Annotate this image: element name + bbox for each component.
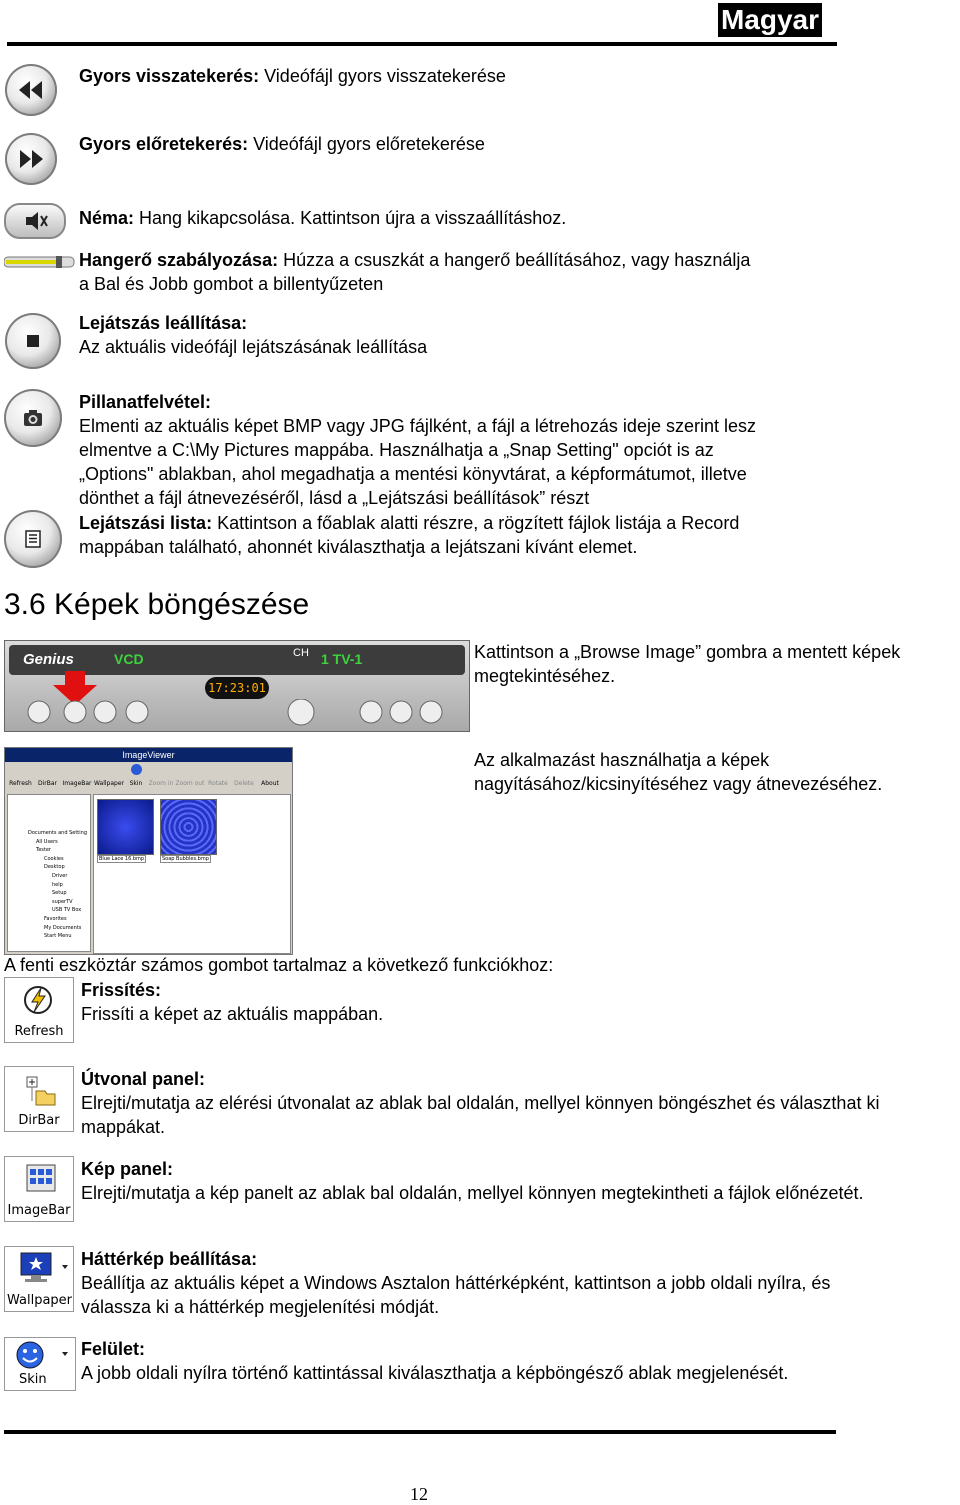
item-title: Lejátszási lista: xyxy=(79,513,213,533)
thumbnail[interactable] xyxy=(97,799,154,855)
tool-line: Beállítja az aktuális képet a Windows Asztalon háttérképként, kattintson a jobb oldali nyílra, és xyxy=(81,1273,831,1293)
tool-label: Skin xyxy=(19,1372,47,1387)
player-mode: VCD xyxy=(114,651,144,667)
language-label: Magyar xyxy=(718,3,822,37)
tree-item[interactable]: Favorites xyxy=(44,915,67,922)
player-button-row xyxy=(23,699,463,732)
tree-item[interactable]: Driver xyxy=(52,872,68,879)
viewer-tool-zoom-in[interactable] xyxy=(147,764,175,794)
viewer-tool-label: Zoom in xyxy=(148,780,174,787)
tool-line: A jobb oldali nyílra történő kattintással kiválaszthatja a képböngésző ablak megjelenését. xyxy=(81,1363,789,1383)
item-title: Lejátszás leállítása: xyxy=(79,313,248,333)
fast-forward-icon xyxy=(5,133,57,185)
stop-icon xyxy=(5,313,61,369)
tool-title: Útvonal panel: xyxy=(81,1069,206,1089)
zoom-line: Az alkalmazást használhatja a képek xyxy=(474,750,770,770)
imageviewer-thumbs xyxy=(93,794,291,954)
tree-item[interactable]: Setup xyxy=(52,890,67,897)
tool-label: ImageBar xyxy=(7,1203,71,1218)
tool-line: Elrejti/mutatja a kép panelt az ablak bal oldalán, mellyel könnyen megtekintheti a fájlok előnézetét. xyxy=(81,1183,864,1203)
viewer-tool-refresh[interactable] xyxy=(7,764,34,794)
imageviewer-toolbar xyxy=(7,764,290,794)
zoom-line: nagyításához/kicsinyítéséhez vagy átnevezéséhez. xyxy=(474,774,883,794)
tool-line: Elrejti/mutatja az elérési útvonalat az ablak bal oldalán, mellyel könnyen böngészhet és választhat ki xyxy=(81,1093,880,1113)
viewer-tool-label: Zoom out xyxy=(175,780,205,787)
item-desc: Videófájl gyors előretekerése xyxy=(248,134,485,154)
tool-dirbar xyxy=(81,1067,879,1139)
viewer-tool-zoom-out[interactable] xyxy=(175,764,205,794)
tool-label: Wallpaper xyxy=(7,1293,73,1308)
section-heading: 3.6 Képek böngészése xyxy=(4,588,310,621)
viewer-tool-label: ImageBar xyxy=(62,780,92,787)
item-rewind xyxy=(79,64,506,88)
item-title: Gyors visszatekerés: xyxy=(79,66,260,86)
item-title: Gyors előretekerés: xyxy=(79,134,249,154)
tool-line: mappákat. xyxy=(81,1117,166,1137)
item-desc: Kattintson a főablak alatti részre, a rögzített fájlok listája a Record xyxy=(212,513,740,533)
item-title: Pillanatfelvétel: xyxy=(79,392,212,412)
imageviewer-dirtree[interactable] xyxy=(7,794,91,952)
viewer-tool-label: Rotate xyxy=(208,780,228,787)
thumbnail[interactable] xyxy=(160,799,217,855)
viewer-tool-about[interactable] xyxy=(257,764,283,794)
viewer-tool-label: Skin xyxy=(129,780,143,787)
viewer-tool-label: Delete xyxy=(234,780,254,787)
zoom-description xyxy=(474,748,882,796)
imageviewer-screenshot xyxy=(4,747,293,955)
viewer-tool-label: About xyxy=(261,780,279,787)
tree-item[interactable]: Documents and Setting xyxy=(28,830,87,836)
tree-item[interactable]: USB TV Box xyxy=(52,907,82,914)
tree-item[interactable]: Desktop xyxy=(44,864,65,871)
player-ch-label: CH xyxy=(293,647,309,659)
item-title: Hangerő szabályozása: xyxy=(79,250,279,270)
tool-title: Háttérkép beállítása: xyxy=(81,1249,258,1269)
tool-label: Refresh xyxy=(14,1024,64,1039)
tool-refresh xyxy=(81,978,383,1026)
viewer-tool-imagebar[interactable] xyxy=(61,764,93,794)
viewer-tool-label: Wallpaper xyxy=(93,780,124,787)
viewer-tool-skin[interactable] xyxy=(125,764,147,794)
item-playlist xyxy=(79,511,739,559)
viewer-tool-rotate[interactable] xyxy=(205,764,231,794)
tool-line: Frissíti a képet az aktuális mappában. xyxy=(81,1004,384,1024)
imagebar-tool-icon xyxy=(4,1156,74,1222)
tool-label: DirBar xyxy=(18,1113,60,1128)
item-fast-forward xyxy=(79,132,485,156)
mute-icon xyxy=(4,203,66,239)
wallpaper-tool-icon xyxy=(4,1246,74,1312)
viewer-tool-delete[interactable] xyxy=(231,764,257,794)
tool-title: Frissítés: xyxy=(81,980,162,1000)
item-line: „Options" ablakban, ahol megadhatja a mentési könyvtárat, a képformátumot, illetve xyxy=(79,464,747,484)
tool-wallpaper xyxy=(81,1247,960,1319)
player-time: 17:23:01 xyxy=(208,681,266,695)
thumbnail-label: Soap Bubbles.bmp xyxy=(162,856,209,862)
tree-item[interactable]: Start Menu xyxy=(44,933,72,940)
item-line: elmentve a C:\My Pictures mappába. Használhatja a „Snap Setting" opciót is az xyxy=(79,440,714,460)
tool-line: válassza ki a háttérkép megjelenítési módját. xyxy=(81,1297,440,1317)
player-channel: 1 TV-1 xyxy=(321,651,363,667)
item-line: Elmenti az aktuális képet BMP vagy JPG fájlként, a fájl a létrehozás ideje szerint lesz xyxy=(79,416,756,436)
skin-tool-icon xyxy=(4,1337,76,1391)
tree-item[interactable]: All Users xyxy=(36,838,58,845)
viewer-tool-dirbar[interactable] xyxy=(34,764,61,794)
item-desc: Az aktuális videófájl lejátszásának leállítása xyxy=(79,337,428,357)
playlist-icon xyxy=(4,510,62,568)
volume-slider-icon xyxy=(4,255,76,269)
browse-line: Kattintson a „Browse Image” gombra a mentett képek xyxy=(474,642,901,662)
tree-item[interactable]: superTV xyxy=(52,898,73,905)
item-desc-2: a Bal és Jobb gombot a billentyűzeten xyxy=(79,274,384,294)
thumbnail-label: Blue Lace 16.bmp xyxy=(99,856,145,862)
item-desc: Videófájl gyors visszatekerése xyxy=(259,66,506,86)
header-rule xyxy=(7,42,837,46)
player-brand: Genius xyxy=(23,651,74,668)
item-desc: Húzza a csuszkát a hangerő beállításához, vagy használja xyxy=(278,250,751,270)
page-number: 12 xyxy=(410,1484,428,1504)
item-line: dönthet a fájl átnevezéséről, lásd a „Lejátszási beállítások” részt xyxy=(79,488,590,508)
browse-line: megtekintéséhez. xyxy=(474,666,616,686)
dirbar-tool-icon xyxy=(4,1066,74,1132)
tool-skin xyxy=(81,1337,788,1385)
item-desc: Hang kikapcsolása. Kattintson újra a visszaállításhoz. xyxy=(134,208,567,228)
item-stop xyxy=(79,311,427,359)
tool-title: Felület: xyxy=(81,1339,146,1359)
tool-title: Kép panel: xyxy=(81,1159,174,1179)
tree-item[interactable]: help xyxy=(52,881,63,888)
tool-imagebar xyxy=(81,1157,863,1205)
item-title: Néma: xyxy=(79,208,135,228)
imageviewer-titlebar xyxy=(5,748,292,762)
item-mute xyxy=(79,206,566,230)
tree-item[interactable]: Tester xyxy=(36,847,51,854)
browse-description xyxy=(474,640,900,688)
camera-icon xyxy=(4,389,62,447)
footer-rule xyxy=(4,1430,836,1434)
toolbar-intro: A fenti eszköztár számos gombot tartalmaz a következő funkciókhoz: xyxy=(4,955,554,975)
item-snapshot xyxy=(79,390,756,510)
imageviewer-title: ImageViewer xyxy=(122,750,175,760)
item-desc-2: mappában található, ahonnét kiválaszthatja a lejátszani kívánt elemet. xyxy=(79,537,638,557)
rewind-icon xyxy=(5,64,57,116)
player-time-display xyxy=(205,677,269,699)
viewer-tool-label: Refresh xyxy=(9,780,32,787)
viewer-tool-wallpaper[interactable] xyxy=(93,764,125,794)
tree-item[interactable]: My Documents xyxy=(44,924,82,931)
player-screenshot xyxy=(4,640,470,732)
tree-item[interactable]: Cookies xyxy=(44,855,64,862)
viewer-tool-label: DirBar xyxy=(37,780,57,787)
refresh-tool-icon xyxy=(4,977,74,1043)
item-volume xyxy=(79,248,750,296)
